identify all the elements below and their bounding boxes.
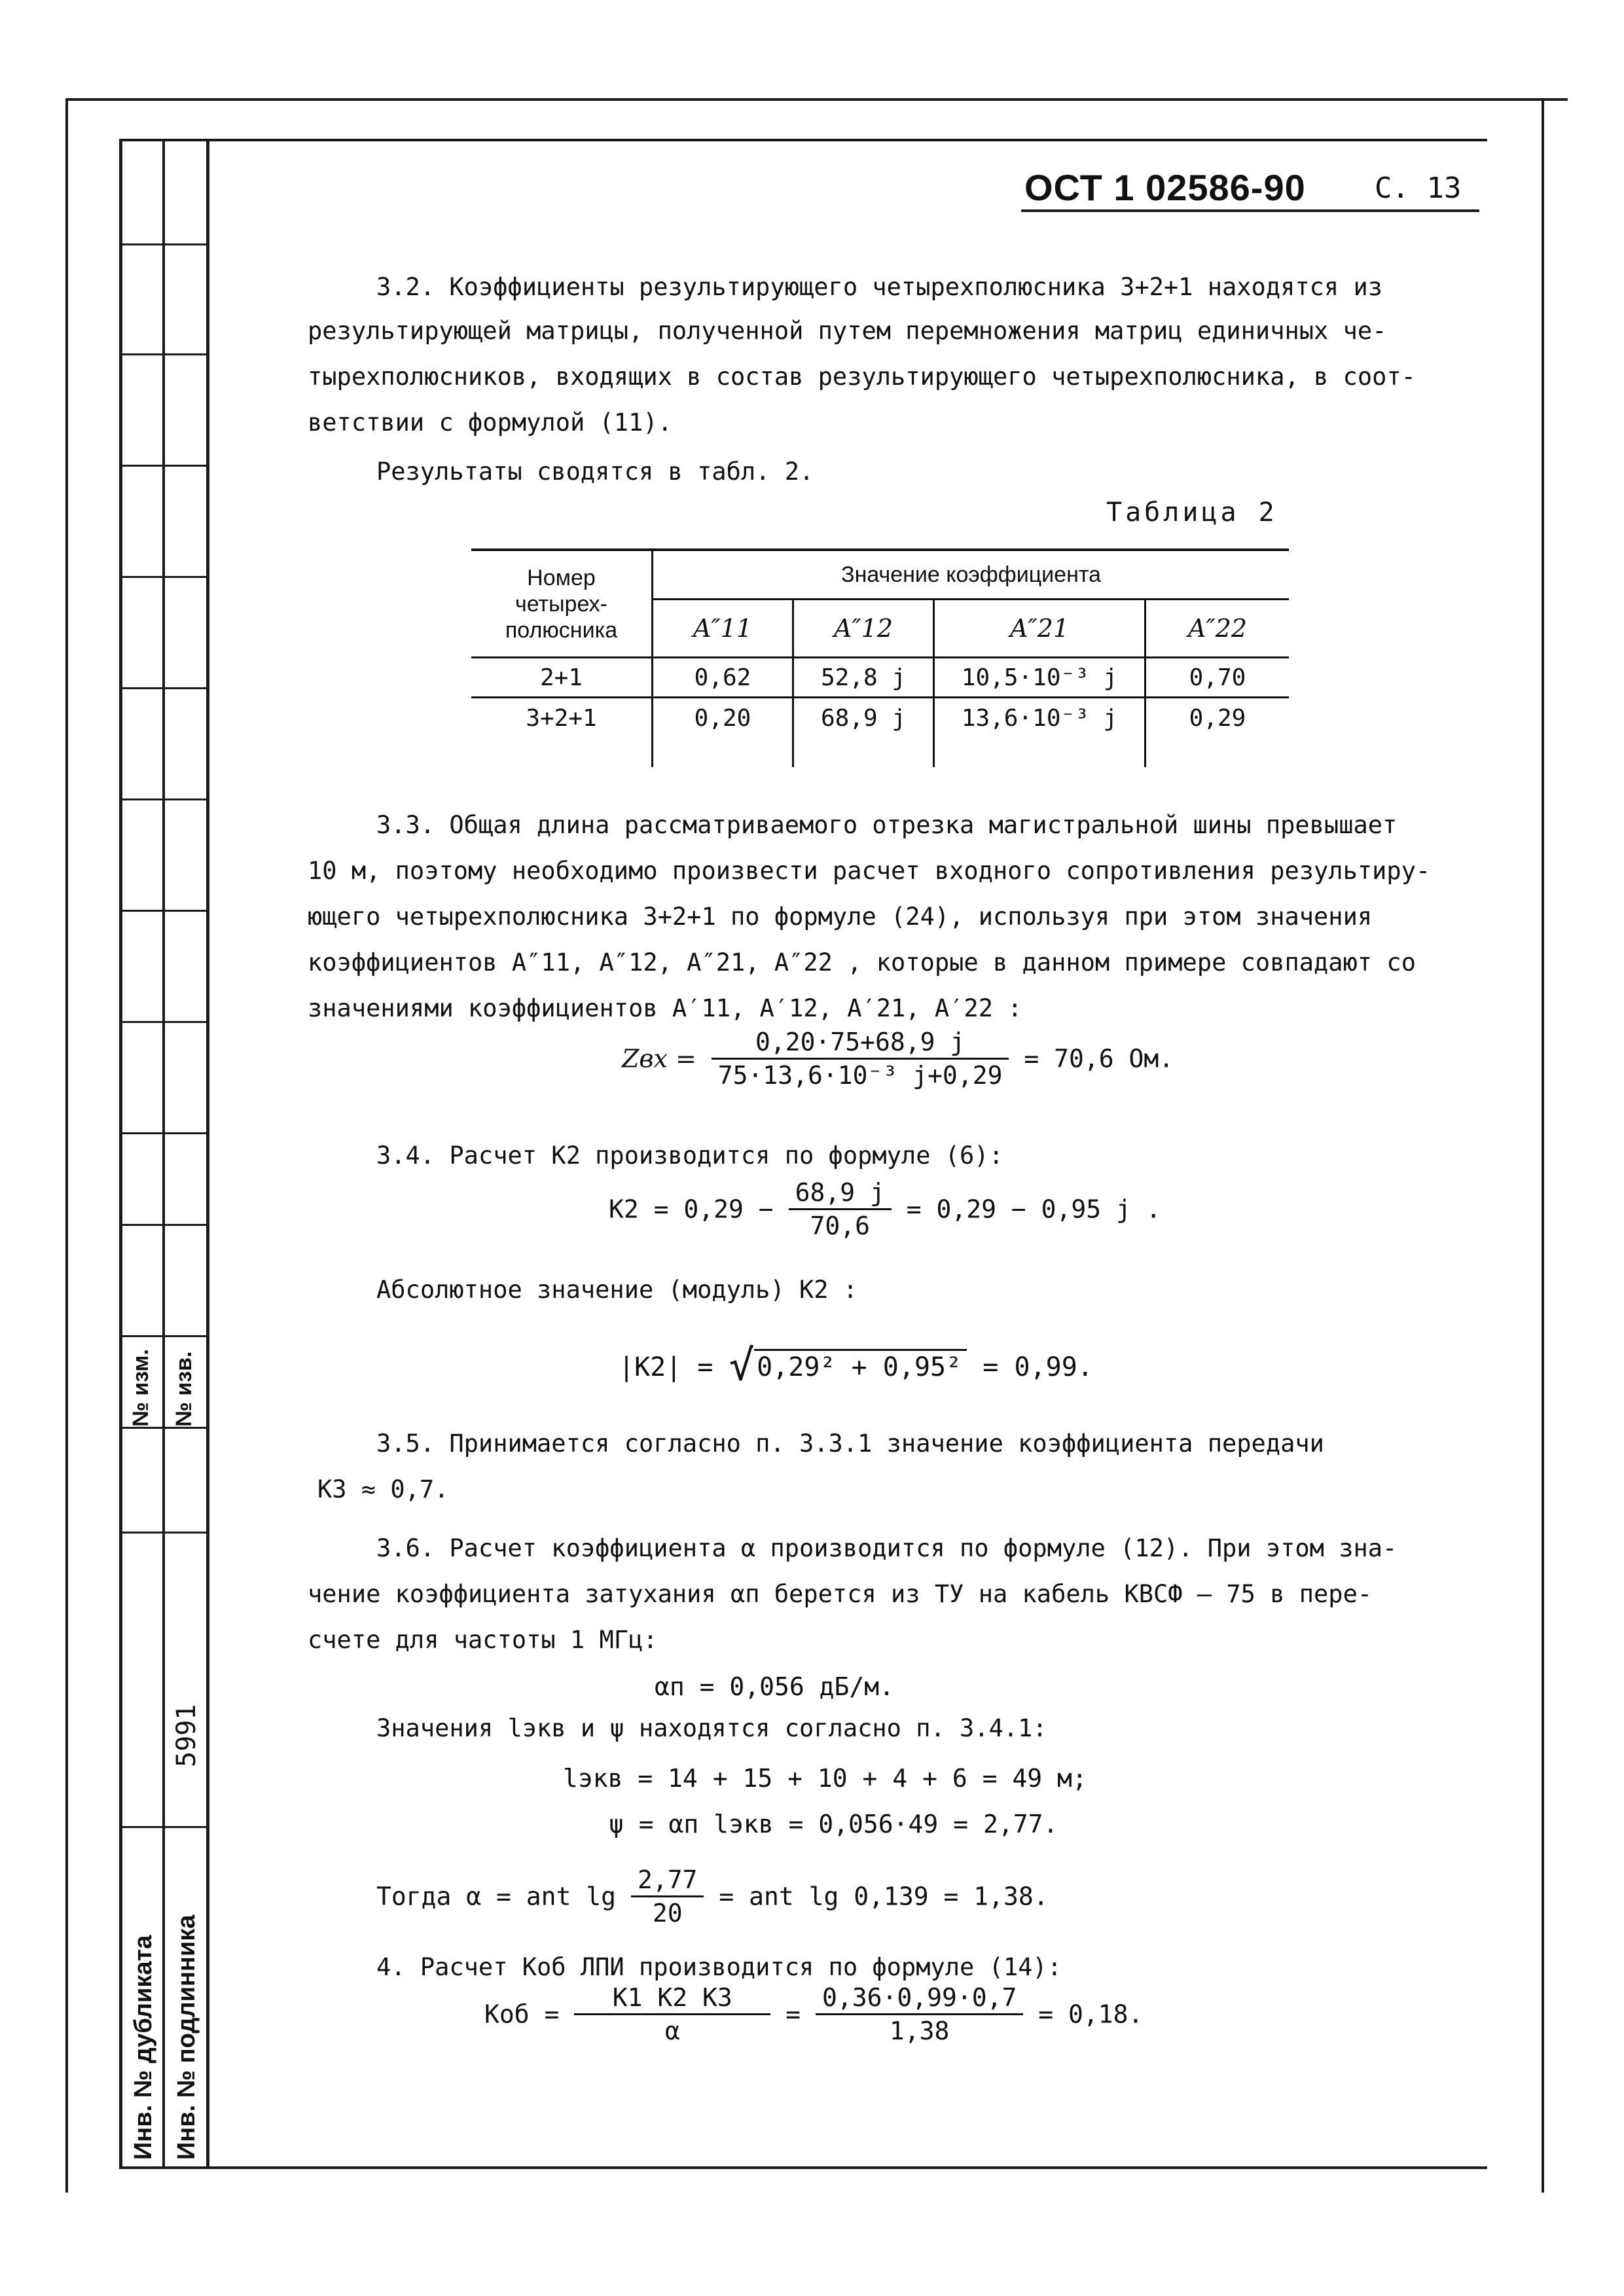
stamp-cell-rule [119,243,206,245]
standard-code: ОСТ 1 02586-90 [1024,167,1306,208]
frame-bottom-line [119,2166,1487,2169]
coef-header-a21: A″21 [934,600,1146,658]
s36-line-3: счете для частоты 1 МГц: [308,1626,658,1654]
s35-line-2: K3 ≈ 0,7. [317,1475,449,1503]
stamp-left-line [119,139,122,2168]
s32-line-2: результирующей матрицы, полученной путем перемножения матриц единичных че- [308,317,1387,345]
stamp-cell-rule [119,910,206,912]
stamp-cell-rule [119,1021,206,1023]
kob-result: = 0,18. [1038,2000,1144,2029]
zvx-denominator: 75·13,6·10⁻³ j+0,29 [717,1061,1003,1090]
modulus-lhs: |K2| = [619,1352,713,1382]
sqrt-radicand: 0,29² + 0,95² [754,1349,967,1382]
stamp-right-line [206,139,209,2168]
s4-line-1: 4. Расчет Kоб ЛПИ производится по формуле (14): [376,1953,1062,1981]
kob-fraction-1 [574,1983,770,2045]
cell-a12: 52,8 j [793,658,934,698]
stamp-cell-rule [119,465,206,467]
kob-numerator-2: 0,36·0,99·0,7 [816,1983,1023,2015]
s33-line-5: значениями коэффициентов A′11, A′12, A′21, A′22 : [308,994,1022,1022]
table-row [471,698,1289,768]
zvx-lhs: Zвх = [622,1044,696,1073]
s32-line-4: ветствии с формулой (11). [308,408,672,437]
frame-left-outer-line [65,98,68,2193]
frame-top-line [65,98,1568,101]
table-title: Таблица 2 [1106,497,1278,528]
k2-modulus-formula [619,1342,1093,1390]
col-header-number [471,550,653,658]
s35-line-1: 3.5. Принимается согласно п. 3.3.1 значение коэффициента передачи [376,1429,1324,1458]
modulus-result: = 0,99. [983,1352,1093,1382]
kob-denominator-2: 1,38 [889,2017,950,2045]
k2-result: = 0,29 − 0,95 j . [906,1194,1161,1224]
alpha-formula [376,1865,1049,1928]
zvx-result: = 70,6 Ом. [1024,1044,1174,1073]
col-header-value: Значение коэффициента [653,550,1290,600]
s33-line-4: коэффициентов A″11, A″12, A″21, A″22 , которые в данном примере совпадают со [308,948,1416,977]
kob-numerator-1: K1 K2 K3 [574,1983,770,2015]
kob-equals: = [785,2000,801,2029]
stamp-label-duplicate: Инв. № дубликата [130,1935,157,2160]
k2-formula [609,1178,1161,1240]
stamp-label-izm: № изм. [128,1349,153,1427]
stamp-cell-rule [119,1427,206,1429]
kob-lhs: Kоб = [484,2000,560,2029]
kob-denominator-1: α [664,2017,680,2045]
cell-number: 3+2+1 [471,698,653,768]
k2-numerator: 68,9 j [789,1178,892,1210]
stamp-top-line [119,139,1487,141]
stamp-cell-rule [119,1335,206,1337]
k2-lhs: K2 = 0,29 − [609,1194,774,1224]
alpha-fraction [631,1865,704,1928]
leq-formula: lэкв = 14 + 15 + 10 + 4 + 6 = 49 м; [563,1764,1087,1793]
alpha-result: = ant lg 0,139 = 1,38. [719,1882,1049,1911]
col-header-number-text: Номер четырех- полюсника [505,565,618,643]
page-number: С. 13 [1375,171,1462,205]
stamp-label-original: Инв. № подлинника [173,1914,200,2160]
s32-results: Результаты сводятся в табл. 2. [376,457,814,486]
s36-line-1: 3.6. Расчет коэффициента α производится по формуле (12). При этом зна- [376,1534,1398,1562]
stamp-cell-rule [119,1224,206,1226]
sqrt-sign-icon: √ [729,1342,755,1390]
stamp-inv-number: 5991 [171,1704,202,1767]
k2-fraction [789,1178,892,1240]
cell-number: 2+1 [471,658,653,698]
stamp-cell-rule [119,1826,206,1828]
stamp-cell-rule [119,687,206,689]
psi-formula: ψ = αп lэкв = 0,056·49 = 2,77. [609,1810,1058,1839]
s33-line-3: ющего четырехполюсника 3+2+1 по формуле (24), используя при этом значения [308,903,1373,931]
zvx-formula [622,1028,1174,1090]
coef-header-a22: A″22 [1146,600,1290,658]
alpha-numerator: 2,77 [631,1865,704,1897]
alpha-lhs: Тогда α = ant lg [376,1882,617,1911]
s32-line-3: тырехполюсников, входящих в состав результирующего четырехполюсника, в соот- [308,363,1416,391]
s34-line-1: 3.4. Расчет K2 производится по формуле (6): [376,1141,1003,1170]
kob-fraction-2 [816,1983,1023,2045]
cell-a21: 10,5·10⁻³ j [934,658,1146,698]
stamp-cell-rule [119,1132,206,1134]
s33-line-1: 3.3. Общая длина рассматриваемого отрезка магистральной шины превышает [376,811,1398,839]
s33-line-2: 10 м, поэтому необходимо произвести расчет входного сопротивления результиру- [308,857,1431,885]
table-row [471,658,1289,698]
stamp-label-izv: № изв. [171,1351,196,1427]
s36-values-line: Значения lэкв и ψ находятся согласно п. 3.4.1: [376,1714,1047,1742]
s32-line-1: 3.2. Коэффициенты результирующего четырехполюсника 3+2+1 находятся из [376,273,1383,301]
coef-header-a12: A″12 [793,600,934,658]
coefficient-table [471,548,1289,767]
cell-a22: 0,29 [1189,705,1246,732]
zvx-fraction [712,1028,1009,1090]
coef-header-a11: A″11 [653,600,793,658]
kob-formula [484,1983,1143,2045]
stamp-cell-rule [119,798,206,800]
stamp-cell-rule [119,1532,206,1534]
stamp-cell-rule [119,353,206,355]
stamp-cell-rule [119,576,206,578]
cell-a21: 13,6·10⁻³ j [934,698,1146,768]
cell-a12: 68,9 j [793,698,934,768]
alpha-denominator: 20 [652,1899,683,1928]
cell-a11: 0,20 [653,698,793,768]
s36-line-2: чение коэффициента затухания αп берется из ТУ на кабель КВСФ – 75 в пере- [308,1580,1373,1608]
header-rule [1021,209,1479,212]
alpha-p-formula: αп = 0,056 дБ/м. [655,1672,895,1701]
cell-a22: 0,70 [1146,658,1290,698]
cell-a11: 0,62 [653,658,793,698]
zvx-numerator: 0,20·75+68,9 j [712,1028,1009,1060]
frame-right-line [1542,98,1544,2193]
s34-abs-line: Абсолютное значение (модуль) K2 : [376,1276,858,1304]
stamp-mid-line [162,139,165,2168]
k2-denominator: 70,6 [810,1211,870,1240]
